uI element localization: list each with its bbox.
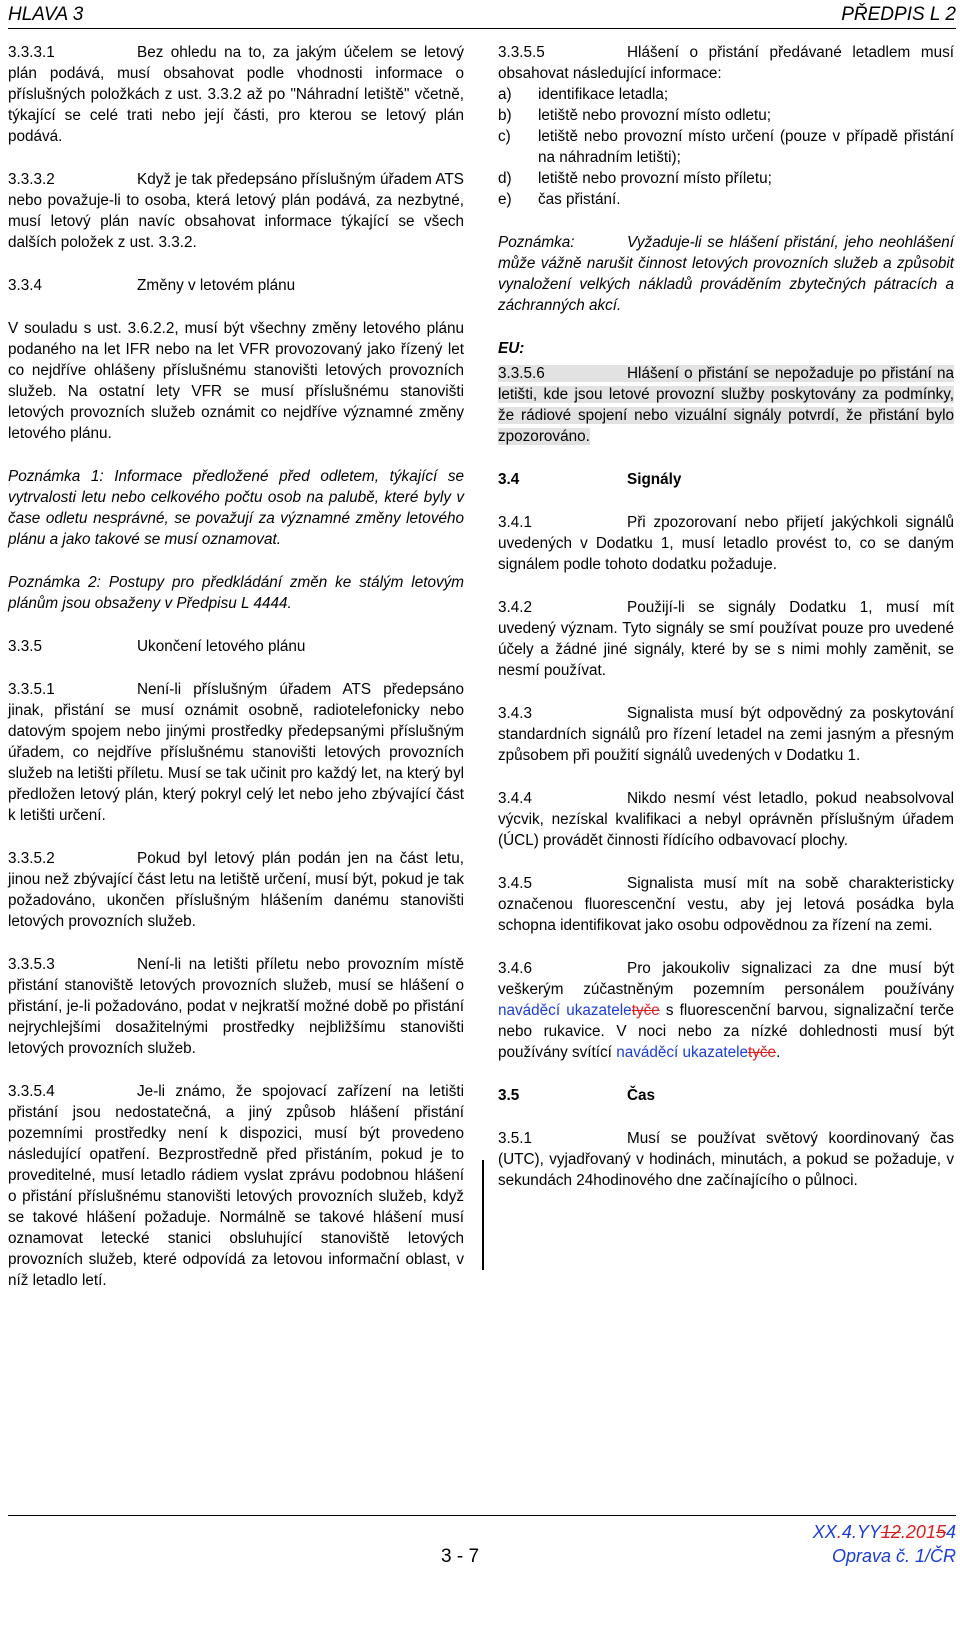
paragraph-344 [498, 788, 954, 851]
left-column [8, 42, 464, 1291]
heading-34 [498, 469, 954, 490]
deleted-text: tyče [748, 1044, 777, 1061]
deleted-text: tyče [631, 1002, 660, 1019]
amendment-label: Oprava č. 1/ČR [831, 1546, 956, 1566]
paragraph-number: 3.3.3.1 [8, 44, 55, 61]
list-item [498, 168, 954, 189]
list-item [498, 189, 954, 210]
paragraph-text: Při zpozorovaní nebo přijetí jakýchkoli signálů uvedených v Dodatku 1, musí letadlo provést to, co se daným signálem podle tohoto dodatku požaduje. [498, 514, 954, 573]
deleted-text: 5 [935, 1522, 946, 1542]
paragraph-3355 [498, 42, 954, 84]
inserted-text: naváděcí ukazatele [616, 1044, 749, 1061]
footer-revision [813, 1520, 956, 1568]
paragraph-number: 3.4.1 [498, 514, 533, 531]
date-part: . [900, 1522, 906, 1542]
paragraph-345 [498, 873, 954, 936]
section-number: 3.3.4 [8, 277, 43, 294]
list-item [498, 84, 954, 105]
paragraph-text: Pokud byl letový plán podán jen na část letu, jinou než zbývající část letu na letiště určení, musí být, pokud je tak požadováno, ukončen příslušným hlášením danému stanovišti letových provozních služeb. [8, 850, 464, 930]
paragraph-3353 [8, 954, 464, 1059]
section-title: Ukončení letového plánu [137, 638, 306, 655]
paragraph-351 [498, 1128, 954, 1191]
section-number: 3.5 [498, 1087, 520, 1104]
paragraph-text: Použijí-li se signály Dodatku 1, musí mít uvedený význam. Tyto signály se smí používat pouze pro uvedené účely a žádné jiné signály, které by se s nimi mohly zaměnit, se nesmí používat. [498, 599, 954, 679]
list-item [498, 126, 954, 168]
paragraph-number: 3.4.5 [498, 875, 533, 892]
paragraph-text: Signalista musí mít na sobě charakteristicky označenou fluorescenční vestu, aby jej letová posádka byla schopna identifikovat jako osobu odpovědnou za řízení na zemi. [498, 875, 954, 934]
paragraph-text: Musí se používat světový koordinovaný čas (UTC), vyjadřovaný v hodinách, minutách, a pokud se požaduje, v sekundách 24hodinového dne začínajícího o půlnoci. [498, 1130, 954, 1189]
list-item-text: identifikace letadla; [538, 86, 669, 103]
list-item-label: d) [498, 170, 512, 187]
list-item-label: e) [498, 191, 512, 208]
paragraph-number: 3.3.5.6 [498, 365, 545, 382]
note-label: Poznámka: [498, 234, 575, 251]
inserted-text: naváděcí ukazatele [498, 1002, 632, 1019]
section-number: 3.3.5 [8, 638, 43, 655]
paragraph-text: Je-li známo, že spojovací zařízení na letišti přistání jsou nedostatečná, a jiný způsob hlášení přistání pozemními prostředky není k dispozici, musí být provedeno následující opatření. Bezprostředně před přistáním, pokud je to proveditelné, musí letadlo rádiem vyslat zprávu podobnou hlášení o přistání příslušnému stanovišti letových provozních služeb, když se takové hlášení požaduje. Normálně se takové hlášení musí oznamovat letecké stanici obsluhující stanoviště letových provozních služeb, které odpovídá za letovou informační oblast, v níž letadlo letí. [8, 1083, 464, 1289]
note-1 [8, 466, 464, 550]
paragraph-number: 3.4.2 [498, 599, 533, 616]
paragraph-346 [498, 958, 954, 1063]
paragraph-number: 3.3.5.3 [8, 956, 55, 973]
date-part: 4 [841, 1522, 852, 1542]
list-item-text: letiště nebo provozní místo určení (pouze v případě přistání na náhradním letišti); [538, 128, 954, 166]
date-part: . [851, 1522, 857, 1542]
paragraph-text: . [776, 1044, 781, 1061]
paragraph-number: 3.3.5.5 [498, 44, 545, 61]
paragraph-number: 3.3.3.2 [8, 171, 55, 188]
note-label: Poznámka 1: [8, 468, 104, 485]
note-label: Poznámka 2: [8, 574, 101, 591]
date-part: XX [812, 1522, 837, 1542]
paragraph-number: 3.4.6 [498, 960, 533, 977]
heading-334 [8, 275, 464, 296]
date-part: 4 [945, 1522, 956, 1542]
paragraph-text: Když je tak předepsáno příslušným úřadem ATS nebo považuje-li to osoba, která letový plán podává, za nezbytné, musí letový plán navíc obsahovat informace týkající se všech dalších položek z ust. 3.3.2. [8, 171, 464, 251]
section-title: Čas [627, 1087, 656, 1104]
date-part: YY [856, 1522, 881, 1542]
paragraph-number: 3.3.5.4 [8, 1083, 55, 1100]
paragraph-text: Bez ohledu na to, za jakým účelem se letový plán podává, musí obsahovat podle vhodnosti informace o příslušných položkách z ust. 3.3.2 až po "Náhradní letiště" včetně, týkající se celé trati nebo její části, pro kterou se letový plán podává. [8, 44, 464, 145]
list-item-text: čas přistání. [538, 191, 621, 208]
deleted-text: 12 [880, 1522, 901, 1542]
date-part: 201 [905, 1522, 936, 1542]
list-item-text: letiště nebo provozní místo příletu; [538, 170, 772, 187]
paragraph-number: 3.3.5.2 [8, 850, 55, 867]
list-item-text: letiště nebo provozní místo odletu; [538, 107, 771, 124]
header-chapter: HLAVA 3 [8, 4, 84, 25]
paragraph-number: 3.3.5.1 [8, 681, 55, 698]
paragraph-text: Hlášení o přistání předávané letadlem musí obsahovat následující informace: [498, 44, 954, 82]
paragraph-3351 [8, 679, 464, 826]
paragraph-334: V souladu s ust. 3.6.2.2, musí být všechny změny letového plánu podaného na let IFR nebo na let VFR provozovaný jako řízený let co nejdříve ohlášeny příslušnému stanovišti letových provozních služeb. Na ostatní lety VFR se musí příslušnému stanovišti letových provozních služeb oznámit co nejdříve významné změny letového plánu. [8, 320, 464, 442]
note-text: Vyžaduje-li se hlášení přistání, jeho neohlášení může vážně narušit činnost letových provozních služeb a způsobit vynaložení velkých nákladů prováděním zbytečných pátracích a záchranných akcí. [498, 234, 954, 314]
heading-335 [8, 636, 464, 657]
paragraph-text: Nikdo nesmí vést letadlo, pokud neabsolvoval výcvik, nezískal kvalifikaci a nebyl oprávněn příslušným úřadem (ÚCL) provádět činnosti řídícího odbavovací plochy. [498, 790, 954, 849]
revision-date [813, 1520, 956, 1544]
paragraph-342 [498, 597, 954, 681]
eu-label: EU: [498, 340, 525, 357]
note-text: Postupy pro předkládání změn ke stálým letovým plánům jsou obsaženy v Předpisu L 4444. [8, 574, 465, 612]
list-item-label: c) [498, 128, 511, 145]
paragraph-text: Není-li na letišti příletu nebo provozním místě přistání stanoviště letových provozních služeb, musí se hlášení o přistání, je-li požadováno, podat v nejkratší možné době po přistání nejrychlejšími dosažitelnými prostředky nejbližšímu stanovišti letových provozních služeb. [8, 956, 464, 1057]
paragraph-text: Není-li příslušným úřadem ATS předepsáno jinak, přistání se musí oznámit osobně, radiotelefonicky nebo datovým spojem nebo jinými prostředky předepsanými příslušným úřadem, co nejdříve příslušnému stanovišti letových provozních služeb na letišti příletu. Musí se tak učinit pro každý let, na který byl předložen letový plán, který pokryl celý let nebo jeho zbývající část k letišti určení. [8, 681, 464, 824]
right-column [498, 42, 954, 1191]
date-part: . [836, 1522, 842, 1542]
note-text: Informace předložené před odletem, týkající se vytrvalosti letu nebo celkového počtu osob na palubě, které byly v čase odletu nesprávné, se považují za významné změny letového plánu a jako takové se musí oznamovat. [8, 468, 465, 548]
paragraph-number: 3.4.4 [498, 790, 533, 807]
list-item-label: b) [498, 107, 512, 124]
section-number: 3.4 [498, 471, 520, 488]
paragraph-number: 3.4.3 [498, 705, 533, 722]
list-item [498, 105, 954, 126]
paragraph-341 [498, 512, 954, 575]
section-title: Změny v letovém plánu [137, 277, 296, 294]
note-2 [8, 572, 464, 614]
heading-35 [498, 1085, 954, 1106]
paragraph-text: Hlášení o přistání se nepožaduje po přistání na letišti, kde jsou letové provozní služby poskytovány za podmínky, že rádiové spojení nebo vizuální signály potvrdí, že přistání bylo zpozorováno. [498, 365, 954, 445]
paragraph-number: 3.5.1 [498, 1130, 533, 1147]
header-regulation: PŘEDPIS L 2 [841, 4, 956, 25]
header-rule [8, 28, 956, 29]
footer-rule [8, 1515, 956, 1516]
page-number: 3 - 7 [441, 1546, 480, 1567]
paragraph-3356 [498, 363, 954, 447]
paragraph-3331 [8, 42, 464, 147]
list-item-label: a) [498, 86, 512, 103]
note [498, 232, 954, 316]
section-title: Signály [627, 471, 682, 488]
paragraph-3332 [8, 169, 464, 253]
paragraph-text: s fluorescenční barvou, signalizační terče nebo rukavice. V noci nebo za nízké dohlednosti musí být používány svítící [498, 1002, 954, 1061]
paragraph-text: Pro jakoukoliv signalizaci za dne musí být veškerým zúčastněným pozemním personálem používány [498, 960, 954, 998]
change-bar [482, 1160, 484, 1270]
paragraph-3354 [8, 1081, 464, 1291]
paragraph-343 [498, 703, 954, 766]
paragraph-3352 [8, 848, 464, 932]
paragraph-text: Signalista musí být odpovědný za poskytování standardních signálů pro řízení letadel na zemi jasným a přesným způsobem při použití signálů uvedených v Dodatku 1. [498, 705, 954, 764]
